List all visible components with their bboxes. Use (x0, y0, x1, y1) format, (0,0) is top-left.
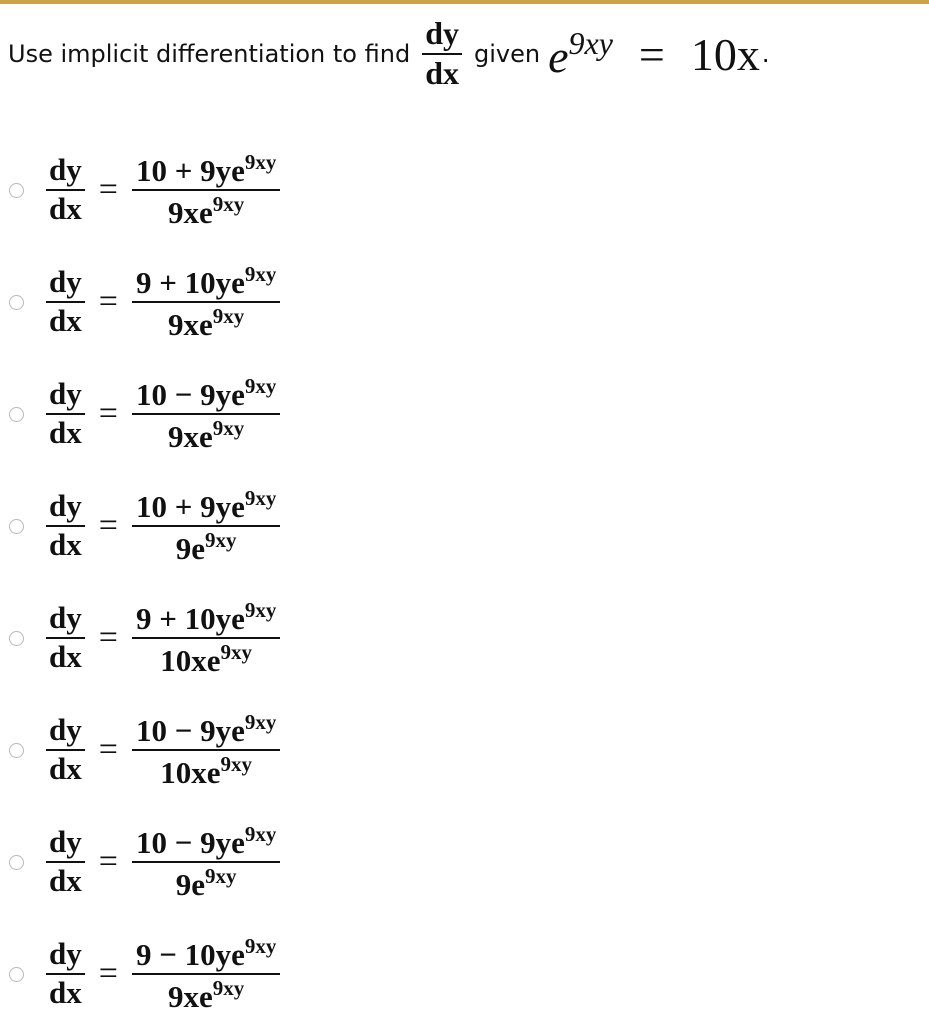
option-derivative-numerator: dy (49, 600, 82, 636)
option-solution-numerator: $9 + 10ye^{9xy}$ (135, 261, 277, 300)
option-solution-denominator: $10xe^{9xy}$ (160, 639, 253, 678)
option-solution-denominator: $9e^{9xy}$ (175, 863, 237, 902)
question-derivative-numerator: dy (425, 15, 459, 52)
option-solution (132, 263, 280, 342)
option-solution-denominator: $10xe^{9xy}$ (160, 751, 253, 790)
option-solution (132, 935, 280, 1014)
option-solution-denominator: $9xe^{9xy}$ (168, 415, 245, 454)
option-solution-numerator: $9 + 10ye^{9xy}$ (135, 597, 277, 636)
fraction-bar (132, 525, 280, 527)
fraction-bar (132, 637, 280, 639)
option-derivative-denominator: dx (49, 303, 82, 338)
option-derivative-denominator: dx (49, 639, 82, 674)
option-solution-denominator: $9xe^{9xy}$ (168, 303, 245, 342)
given-text: given (473, 40, 541, 68)
option-derivative (46, 826, 85, 897)
option-derivative-denominator: dx (49, 191, 82, 226)
answer-option[interactable] (0, 140, 700, 240)
option-derivative (46, 154, 85, 225)
option-derivative (46, 602, 85, 673)
option-solution (132, 487, 280, 566)
option-equals: = (98, 283, 118, 320)
option-equals: = (98, 731, 118, 768)
radio-button[interactable] (9, 631, 24, 646)
option-derivative-denominator: dx (49, 527, 82, 562)
equation-rhs-coefficient: 10 (690, 28, 737, 80)
option-derivative-numerator: dy (49, 824, 82, 860)
option-solution-denominator: $9xe^{9xy}$ (168, 975, 245, 1014)
equation-lhs-base: e (548, 31, 569, 82)
option-solution (132, 823, 280, 902)
option-solution (132, 151, 280, 230)
question-period: . (761, 40, 770, 68)
radio-button[interactable] (9, 855, 24, 870)
equation-lhs (548, 25, 613, 83)
question-prompt (8, 4, 770, 104)
radio-button[interactable] (9, 295, 24, 310)
option-derivative-denominator: dx (49, 751, 82, 786)
radio-button[interactable] (9, 519, 24, 534)
equation-equals: = (638, 28, 665, 80)
radio-button[interactable] (9, 407, 24, 422)
option-derivative-numerator: dy (49, 152, 82, 188)
option-derivative-denominator: dx (49, 975, 82, 1010)
option-solution (132, 711, 280, 790)
fraction-bar (132, 749, 280, 751)
answer-option[interactable] (0, 812, 700, 912)
option-solution-numerator: $10 - 9ye^{9xy}$ (135, 373, 277, 412)
fraction-bar (132, 189, 280, 191)
radio-button[interactable] (9, 183, 24, 198)
option-derivative-numerator: dy (49, 376, 82, 412)
question-derivative (422, 17, 462, 90)
answer-option[interactable] (0, 700, 700, 800)
option-solution-denominator: $9xe^{9xy}$ (168, 191, 245, 230)
fraction-bar (132, 413, 280, 415)
fraction-bar (132, 301, 280, 303)
option-derivative-denominator: dx (49, 415, 82, 450)
answer-option[interactable] (0, 252, 700, 352)
option-solution-numerator: $9 - 10ye^{9xy}$ (135, 933, 277, 972)
answer-option[interactable] (0, 476, 700, 576)
radio-button[interactable] (9, 967, 24, 982)
answer-option[interactable] (0, 364, 700, 464)
equation-rhs (691, 28, 760, 81)
option-solution (132, 599, 280, 678)
option-solution-numerator: $10 - 9ye^{9xy}$ (135, 709, 277, 748)
answer-option[interactable] (0, 924, 700, 1024)
option-equals: = (98, 843, 118, 880)
fraction-bar (132, 973, 280, 975)
option-equals: = (98, 395, 118, 432)
option-equals: = (98, 955, 118, 992)
option-derivative (46, 266, 85, 337)
option-derivative (46, 490, 85, 561)
question-derivative-denominator: dx (425, 55, 459, 91)
question-text: Use implicit differentiation to find (8, 40, 411, 68)
equation-rhs-variable: x (736, 28, 760, 80)
option-equals: = (98, 619, 118, 656)
option-derivative-numerator: dy (49, 264, 82, 300)
option-solution (132, 375, 280, 454)
option-derivative (46, 714, 85, 785)
option-derivative-numerator: dy (49, 488, 82, 524)
option-equals: = (98, 171, 118, 208)
option-solution-numerator: $10 - 9ye^{9xy}$ (135, 821, 277, 860)
option-solution-numerator: $10 + 9ye^{9xy}$ (135, 485, 277, 524)
equation-lhs-exponent: 9xy (568, 25, 613, 61)
option-equals: = (98, 507, 118, 544)
option-derivative-denominator: dx (49, 863, 82, 898)
option-solution-numerator: $10 + 9ye^{9xy}$ (135, 149, 277, 188)
option-derivative-numerator: dy (49, 936, 82, 972)
answer-option[interactable] (0, 588, 700, 688)
radio-button[interactable] (9, 743, 24, 758)
fraction-bar (132, 861, 280, 863)
option-derivative-numerator: dy (49, 712, 82, 748)
option-solution-denominator: $9e^{9xy}$ (175, 527, 237, 566)
option-derivative (46, 378, 85, 449)
option-derivative (46, 938, 85, 1009)
